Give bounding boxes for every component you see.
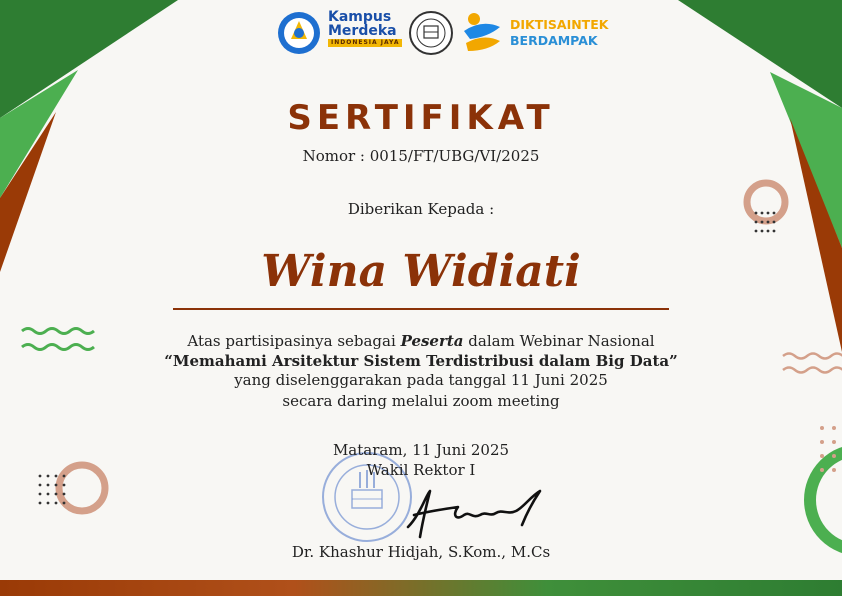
handwritten-signature [400,485,560,545]
signer-name: Dr. Khashur Hidjah, S.Kom., M.Cs [291,543,551,561]
tut-wuri-handayani-logo [276,11,322,55]
certificate-number: Nomor : 0015/FT/UBG/VI/2025 [302,147,540,165]
diktisaintek-logo-mark [460,9,504,55]
event-date-line: yang diselenggarakan pada tanggal 11 Juni 2025 [234,371,608,389]
signer-title: Wakil Rektor I [366,461,476,479]
given-to-label: Diberikan Kepada : [347,200,495,218]
bottom-gradient-bar [0,580,842,596]
event-mode-line: secara daring melalui zoom meeting [282,392,560,410]
participant-role: Peserta [400,332,464,350]
diktisaintek-line1: DIKTISAINTEK [510,17,609,32]
kampus-merdeka-line1: Kampus [328,9,392,25]
top-right-dark-green-shape [678,0,842,108]
participation-line [0,331,842,352]
diktisaintek-line2: BERDAMPAK [510,33,598,48]
place-and-date: Mataram, 11 Juni 2025 [332,441,510,459]
participation-suffix: dalam Webinar Nasional [463,332,655,350]
kampus-merdeka-tagline: INDONESIA JAYA [328,39,402,47]
webinar-title: “Memahami Arsitektur Sistem Terdistribusi dalam Big Data” [164,352,678,370]
university-seal-logo [408,10,454,56]
certificate-title: SERTIFIKAT [287,98,555,138]
kampus-merdeka-line2: Merdeka [328,23,397,39]
logo-row [276,9,609,55]
recipient-name: Wina Widiati [261,246,581,297]
diktisaintek-wordmark [510,17,608,49]
participation-prefix: Atas partisipasinya sebagai [187,332,401,350]
kampus-merdeka-logo [328,10,402,47]
name-underline [173,308,669,310]
